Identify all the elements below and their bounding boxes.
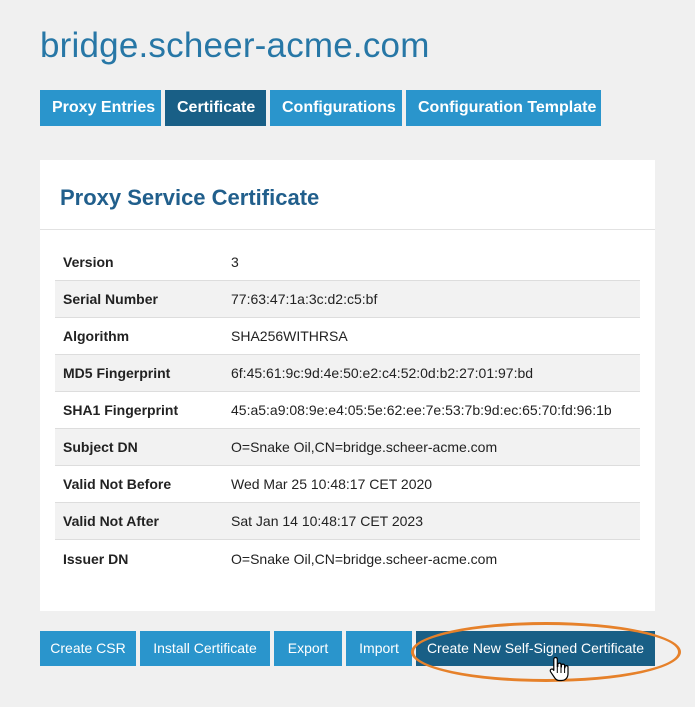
table-row-md5-fingerprint <box>55 355 640 392</box>
row-label: Serial Number <box>63 291 158 307</box>
card-divider <box>40 229 655 230</box>
row-value: 77:63:47:1a:3c:d2:c5:bf <box>231 291 378 307</box>
certificate-table <box>55 244 640 577</box>
table-row-valid-not-after <box>55 503 640 540</box>
row-value: Sat Jan 14 10:48:17 CET 2023 <box>231 513 423 529</box>
table-row-algorithm <box>55 318 640 355</box>
row-label: Subject DN <box>63 439 138 455</box>
table-row-version <box>55 244 640 281</box>
page-title: bridge.scheer-acme.com <box>40 26 430 65</box>
row-label: MD5 Fingerprint <box>63 365 171 381</box>
row-value: 6f:45:61:9c:9d:4e:50:e2:c4:52:0d:b2:27:01:97:bd <box>231 365 534 381</box>
table-row-sha1-fingerprint <box>55 392 640 429</box>
table-row-subject-dn <box>55 429 640 466</box>
row-value: SHA256WITHRSA <box>231 328 348 344</box>
import-button[interactable]: Import <box>346 631 412 666</box>
table-row-valid-not-before <box>55 466 640 503</box>
row-label: Valid Not Before <box>63 476 172 492</box>
install-certificate-button[interactable]: Install Certificate <box>140 631 270 666</box>
row-label: Issuer DN <box>63 550 129 567</box>
create-csr-button[interactable]: Create CSR <box>40 631 136 666</box>
table-row-issuer-dn <box>55 540 640 577</box>
row-value: O=Snake Oil,CN=bridge.scheer-acme.com <box>231 550 498 567</box>
table-row-serial-number <box>55 281 640 318</box>
tab-configuration-template[interactable]: Configuration Template <box>406 90 601 126</box>
row-label: Valid Not After <box>63 513 159 529</box>
card-title: Proxy Service Certificate <box>60 185 320 210</box>
tab-proxy-entries[interactable]: Proxy Entries <box>40 90 161 126</box>
row-value: 3 <box>231 254 239 270</box>
tab-bar <box>40 90 605 126</box>
row-value: 45:a5:a9:08:9e:e4:05:5e:62:ee:7e:53:7b:9d:ec:65:70:fd:96:1b <box>231 402 612 418</box>
tab-certificate[interactable]: Certificate <box>165 90 266 126</box>
export-button[interactable]: Export <box>274 631 342 666</box>
row-label: Algorithm <box>63 328 130 344</box>
row-value: O=Snake Oil,CN=bridge.scheer-acme.com <box>231 439 498 455</box>
create-self-signed-certificate-button[interactable]: Create New Self-Signed Certificate <box>416 631 655 666</box>
tab-configurations[interactable]: Configurations <box>270 90 402 126</box>
row-value: Wed Mar 25 10:48:17 CET 2020 <box>231 476 433 492</box>
row-label: SHA1 Fingerprint <box>63 402 179 418</box>
certificate-card <box>40 160 655 611</box>
row-label: Version <box>63 254 114 270</box>
